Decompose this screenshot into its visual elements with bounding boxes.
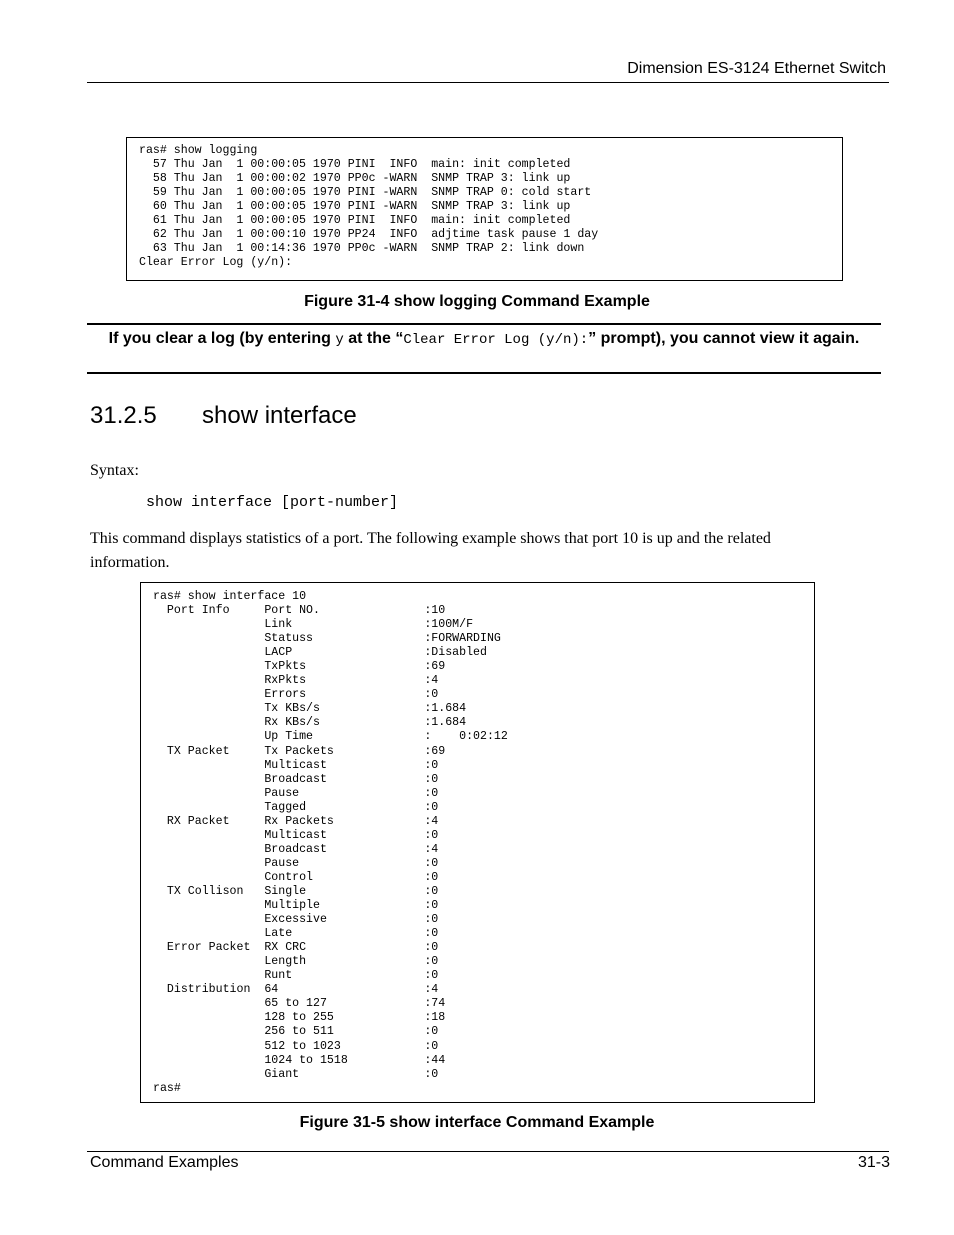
footer-chapter: Command Examples	[90, 1154, 239, 1171]
description-paragraph: This command displays statistics of a port. The following example shows that port 10 is up and the related information.	[90, 530, 771, 571]
show-logging-code-block: ras# show logging 57 Thu Jan 1 00:00:05 1970 PINI INFO main: init completed 58 Thu Jan 1 00:00:02 1970 PP0c -WARN SNMP TRAP 3: link up 59 Thu Jan 1 00:00:05 1970 PINI -WARN SNMP TRAP 0: cold start 60 Thu Jan 1 00:00:05 1970 PINI -WARN SNMP TRAP 3: link up 61 Thu Jan 1 00:00:05 1970 PINI INFO main: init completed 62 Thu Jan 1 00:00:10 1970 PP24 INFO adjtime task pause 1 day 63 Thu Jan 1 00:14:36 1970 PP0c -WARN SNMP TRAP 2: link down Clear Error Log (y/n):	[126, 137, 843, 281]
running-header: Dimension ES-3124 Ethernet Switch	[627, 60, 886, 77]
section-heading	[90, 402, 357, 430]
figure-31-5-caption: Figure 31-5 show interface Command Example	[299, 1114, 655, 1131]
note-text-2: at the “	[343, 330, 404, 347]
note-text-3: ” prompt), you cannot view it again.	[588, 330, 860, 347]
figure-31-4-caption: Figure 31-4 show logging Command Example	[304, 293, 650, 310]
header-rule	[87, 82, 889, 83]
syntax-label: Syntax:	[90, 462, 139, 479]
note-code-prompt: Clear Error Log (y/n):	[403, 332, 589, 348]
note-text-1: If you clear a log (by entering	[108, 330, 336, 347]
section-title: show interface	[202, 402, 357, 429]
footer-rule	[87, 1151, 889, 1152]
syntax-command: show interface [port-number]	[146, 494, 399, 511]
section-number: 31.2.5	[90, 402, 157, 429]
note-code-y: y	[335, 332, 344, 348]
show-interface-code-block: ras# show interface 10 Port Info Port NO. :10 Link :100M/F Statuss :FORWARDING LACP :Disabled TxPkts :69 RxPkts :4 Errors :0 Tx KBs/s :1.684 Rx KBs/s :1.684 Up Time : 0:02:12 TX Packet Tx Packets :69 Multicast :0 Broadcast :0 Pause :0 Tagged :0 RX Packet Rx Packets :4 Multicast :0 Broadcast :4 Pause :0 Control :0 TX Collison Single :0 Multiple :0 Excessive :0 Late :0 Error Packet RX CRC :0 Length :0 Runt :0 Distribution 64 :4 65 to 127 :74 128 to 255 :18 256 to 511 :0 512 to 1023 :0 1024 to 1518 :44 Giant :0 ras#	[140, 582, 815, 1103]
footer-page-number: 31-3	[857, 1154, 890, 1171]
note-box	[87, 323, 881, 374]
